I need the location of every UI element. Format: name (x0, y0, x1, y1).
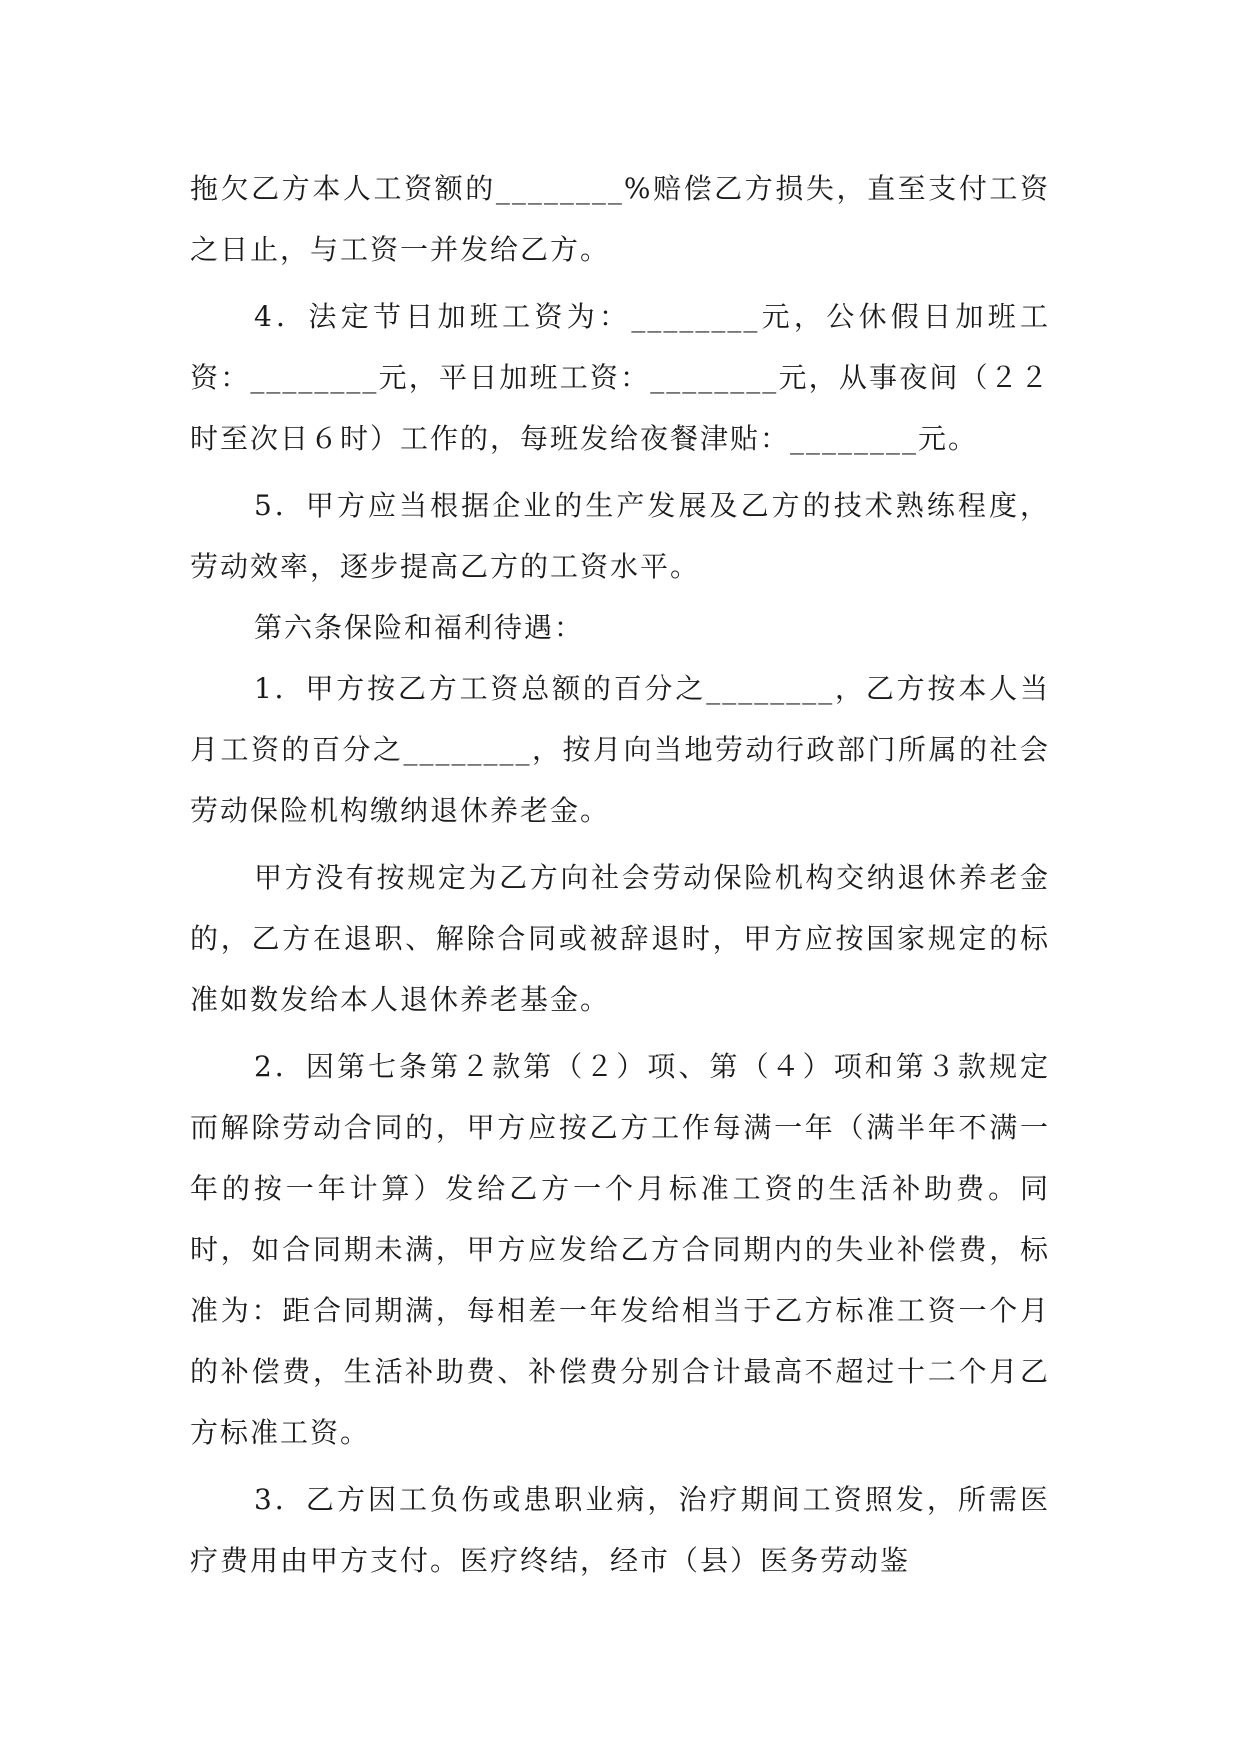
paragraph-pension-contribution: 1．甲方按乙方工资总额的百分之________，乙方按本人当月工资的百分之________，按月向当地劳动行政部门所属的社会劳动保险机构缴纳退休养老金。 (190, 672, 1050, 827)
paragraph-severance-subsidy: 2．因第七条第２款第（２）项、第（４）项和第３款规定而解除劳动合同的，甲方应按乙方工作每满一年（满半年不满一年的按一年计算）发给乙方一个月标准工资的生活补助费。同时，如合同期未满，甲方应发给乙方合同期内的失业补偿费，标准为：距合同期满，每相差一年发给相当于乙方标准工资一个月的补偿费，生活补助费、补偿费分别合计最高不超过十二个月乙方标准工资。 (190, 1050, 1050, 1449)
paragraph-overtime-compensation-end: 拖欠乙方本人工资额的________%赔偿乙方损失，直至支付工资之日止，与工资一并发给乙方。 (190, 172, 1050, 266)
paragraph-pension-default: 甲方没有按规定为乙方向社会劳动保险机构交纳退休养老金的，乙方在退职、解除合同或被辞退时，甲方应按国家规定的标准如数发给本人退休养老基金。 (190, 861, 1050, 1016)
paragraph-work-injury: 3．乙方因工负伤或患职业病，治疗期间工资照发，所需医疗费用由甲方支付。医疗终结，经市（县）医务劳动鉴 (190, 1483, 1050, 1577)
paragraph-wage-increase: 5．甲方应当根据企业的生产发展及乙方的技术熟练程度，劳动效率，逐步提高乙方的工资水平。 (190, 489, 1050, 583)
section-heading-insurance-welfare: 第六条保险和福利待遇： (254, 611, 585, 644)
document-page (190, 158, 1050, 1591)
paragraph-overtime-pay: 4．法定节日加班工资为：________元，公休假日加班工资：________元，平日加班工资：________元，从事夜间（２２时至次日６时）工作的，每班发给夜餐津贴：________元。 (190, 300, 1050, 455)
